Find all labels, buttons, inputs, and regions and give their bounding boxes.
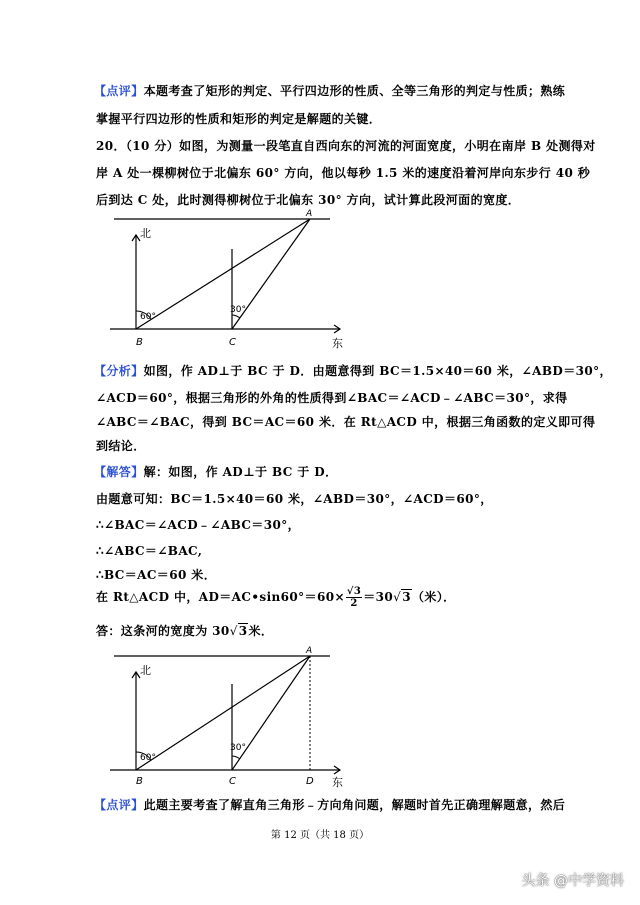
analysis-line: 到结论． [96, 439, 146, 453]
figure-2-diagram [100, 642, 360, 792]
angle-60-label: 60° [140, 753, 156, 763]
comment-line: 【点评】本题考查了矩形的判定、平行四边形的性质、全等三角形的判定与性质；熟练 [94, 84, 566, 98]
solution-tag: 【解答】 [94, 465, 144, 479]
watermark: 头条 @中学资料 [521, 873, 624, 889]
point-c-label: C [229, 337, 236, 348]
point-d-label: D [306, 776, 314, 787]
analysis-line: 【分析】如图，作 AD⊥于 BC 于 D．由题意得到 BC＝1.5×40＝60 米，∠ABD＝30°， [94, 364, 612, 378]
angle-30-label: 30° [230, 305, 246, 315]
east-label: 东 [332, 337, 343, 350]
comment-tag: 【点评】 [94, 84, 144, 98]
analysis-line: ∠ACD＝60°，根据三角形的外角的性质得到∠BAC＝∠ACD﹣∠ABC＝30°，求得 [96, 391, 568, 405]
problem-line: 后到达 C 处，此时测得柳树位于北偏东 30° 方向，试计算此段河面的宽度． [96, 193, 521, 207]
analysis-line: ∠ABC＝∠BAC，得到 BC＝AC＝60 米．在 Rt△ACD 中，根据三角函数的定义即可得 [96, 415, 596, 429]
north-label: 北 [140, 227, 151, 240]
solution-line: 在 Rt△ACD 中，AD＝AC•sin60°＝60× $\frac{√3}{2}$ ＝30√3（米）． [96, 586, 456, 609]
point-b-label: B [136, 776, 143, 787]
angle-30-label: 30° [230, 743, 246, 753]
problem-line: 20．（10 分）如图，为测量一段笔直自西向东的河流的河面宽度，小明在南岸 B 处测得对 [96, 139, 596, 153]
point-a-label: A [306, 646, 313, 656]
analysis-tag: 【分析】 [94, 364, 144, 378]
solution-line: 由题意可知：BC＝1.5×40＝60 米，∠ABD＝30°，∠ACD＝60°， [96, 492, 493, 506]
east-label: 东 [332, 776, 343, 789]
point-b-label: B [136, 337, 143, 348]
comment-line: 掌握平行四边形的性质和矩形的判定是解题的关键． [96, 112, 382, 126]
answer-line: 答：这条河的宽度为 30√3米． [96, 624, 274, 638]
fraction: $\frac{√3}{2}$ [346, 586, 362, 609]
problem-line: 岸 A 处一棵柳树位于北偏东 60° 方向，他以每秒 1.5 米的速度沿着河岸向东步行 40 秒 [96, 166, 591, 180]
page-footer: 第 12 页（共 18 页） [270, 830, 370, 841]
north-label: 北 [140, 664, 151, 677]
figure-1-diagram [100, 205, 360, 355]
point-a-label: A [306, 209, 313, 219]
point-c-label: C [229, 776, 236, 787]
angle-60-label: 60° [140, 312, 156, 322]
solution-line: ∴∠ABC＝∠BAC, [96, 544, 203, 558]
comment-tag: 【点评】 [94, 798, 144, 812]
solution-line: ∴∠BAC＝∠ACD﹣∠ABC＝30°， [96, 518, 300, 532]
comment-line: 【点评】此题主要考查了解直角三角形﹣方向角问题，解题时首先正确理解题意，然后 [94, 798, 566, 812]
solution-line: 【解答】解：如图，作 AD⊥于 BC 于 D． [94, 465, 338, 479]
solution-line: ∴BC＝AC＝60 米． [96, 568, 217, 582]
